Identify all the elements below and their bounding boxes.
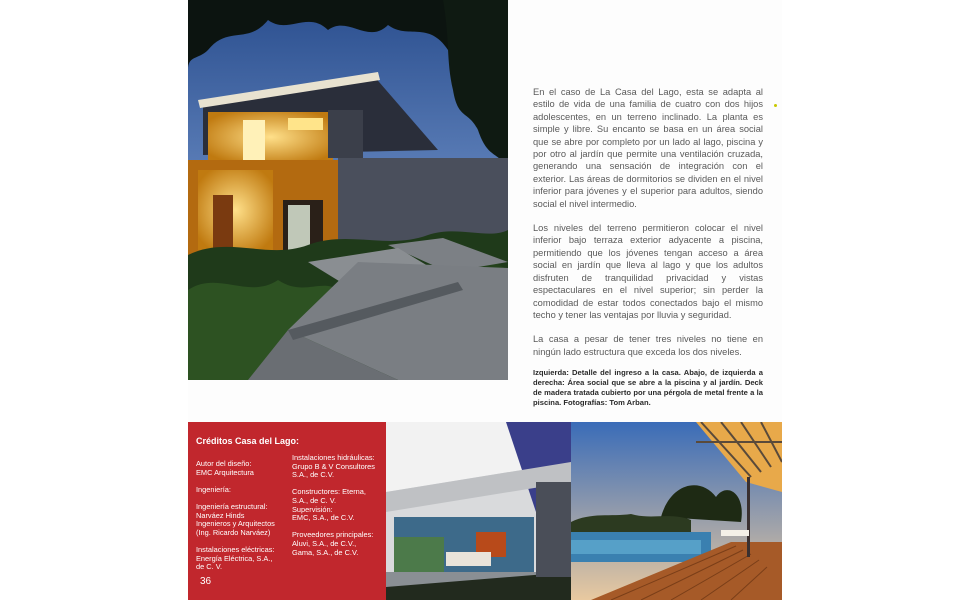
credit-line: Gama, S.A., de C.V. [292,547,359,557]
credit-hydraulic [292,454,384,480]
credit-line: S.A., de C.V. [292,470,335,480]
article-paragraph-3: La casa a pesar de tener tres niveles no tiene en ningún lado estructura que exceda los dos niveles. [533,334,763,357]
credits-column-right [292,454,384,566]
credit-line: Grupo B & V Consultores [292,461,375,471]
credit-line: Narváez Hinds [196,510,245,520]
credit-line: Instalaciones hidráulicas: [292,453,375,462]
credit-line: Supervisión: [292,504,333,514]
credits-box [188,422,386,600]
credit-line: Proveedores principales: [292,530,374,540]
decorative-dot [774,104,777,107]
house-entrance-photo [188,0,508,380]
credits-title: Créditos Casa del Lago: [196,436,300,446]
credit-line: (Ing. Ricardo Narváez) [196,527,271,537]
credits-column-left [196,460,284,580]
pool-deck-photo [571,422,782,600]
credit-suppliers [292,531,384,557]
credit-line: S.A., de C. V. [292,495,337,505]
credit-line: EMC Arquitectura [196,467,254,477]
credit-line: EMC, S.A., de C.V. [292,513,355,523]
credit-design [196,460,284,477]
page-number: 36 [200,576,212,587]
credit-electrical [196,546,284,572]
credit-construction [292,488,384,522]
credit-engineering [196,486,284,495]
social-area-photo [386,422,571,600]
article-paragraph-1: En el caso de La Casa del Lago, esta se adapta al estilo de vida de una familia de cuatro con dos hijos adolescentes, en un terreno inclinado. La planta es simple y libre. Su encanto se basa en un área social que se abre por completo por un lado al lago, piscina y por otro al jardín que permite una ventilación cruzada, generando una sensación de integración con el exterior. Las áreas de dormitorios se dividen en el nivel inferior para jóvenes y el superior para adultos, siendo social el nivel intermedio. [533,87,763,209]
article-text [533,86,763,408]
credit-line: Autor del diseño: [196,459,252,468]
credit-line: Constructores: Eterna, [292,487,366,497]
credit-line: de C. V. [196,562,223,572]
article-paragraph-2: Los niveles del terreno permitieron colocar el nivel inferior bajo terraza exterior adyacente a piscina, permitiendo que los jóvenes tengan acceso a área social en jardín que lleva al lago y que los adultos disfruten de tranquilidad privacidad y vistas espectaculares en el nivel superior; sin perder la comodidad de estar todos conectados bajo el mismo techo y tener las ventajas por lluvia y seguridad. [533,223,763,320]
credit-line: Ingenieros y Arquitectos [196,519,275,529]
photo-caption: Izquierda: Detalle del ingreso a la casa. Abajo, de izquierda a derecha: Área social que se abre a la piscina y al jardín. Deck de madera tratada cubierto por una pérgola de metal frente a la piscina. Fotografías: Tom Arban. [533,368,763,408]
credit-line: Ingeniería estructural: [196,501,268,511]
credit-line: Aluvi, S.A., de C.V., [292,538,357,548]
credit-line: Ingeniería: [196,484,231,494]
credit-structural [196,503,284,537]
magazine-page [188,0,782,600]
credit-line: Instalaciones eléctricas: [196,544,275,554]
credit-line: Energía Eléctrica, S.A., [196,553,273,563]
